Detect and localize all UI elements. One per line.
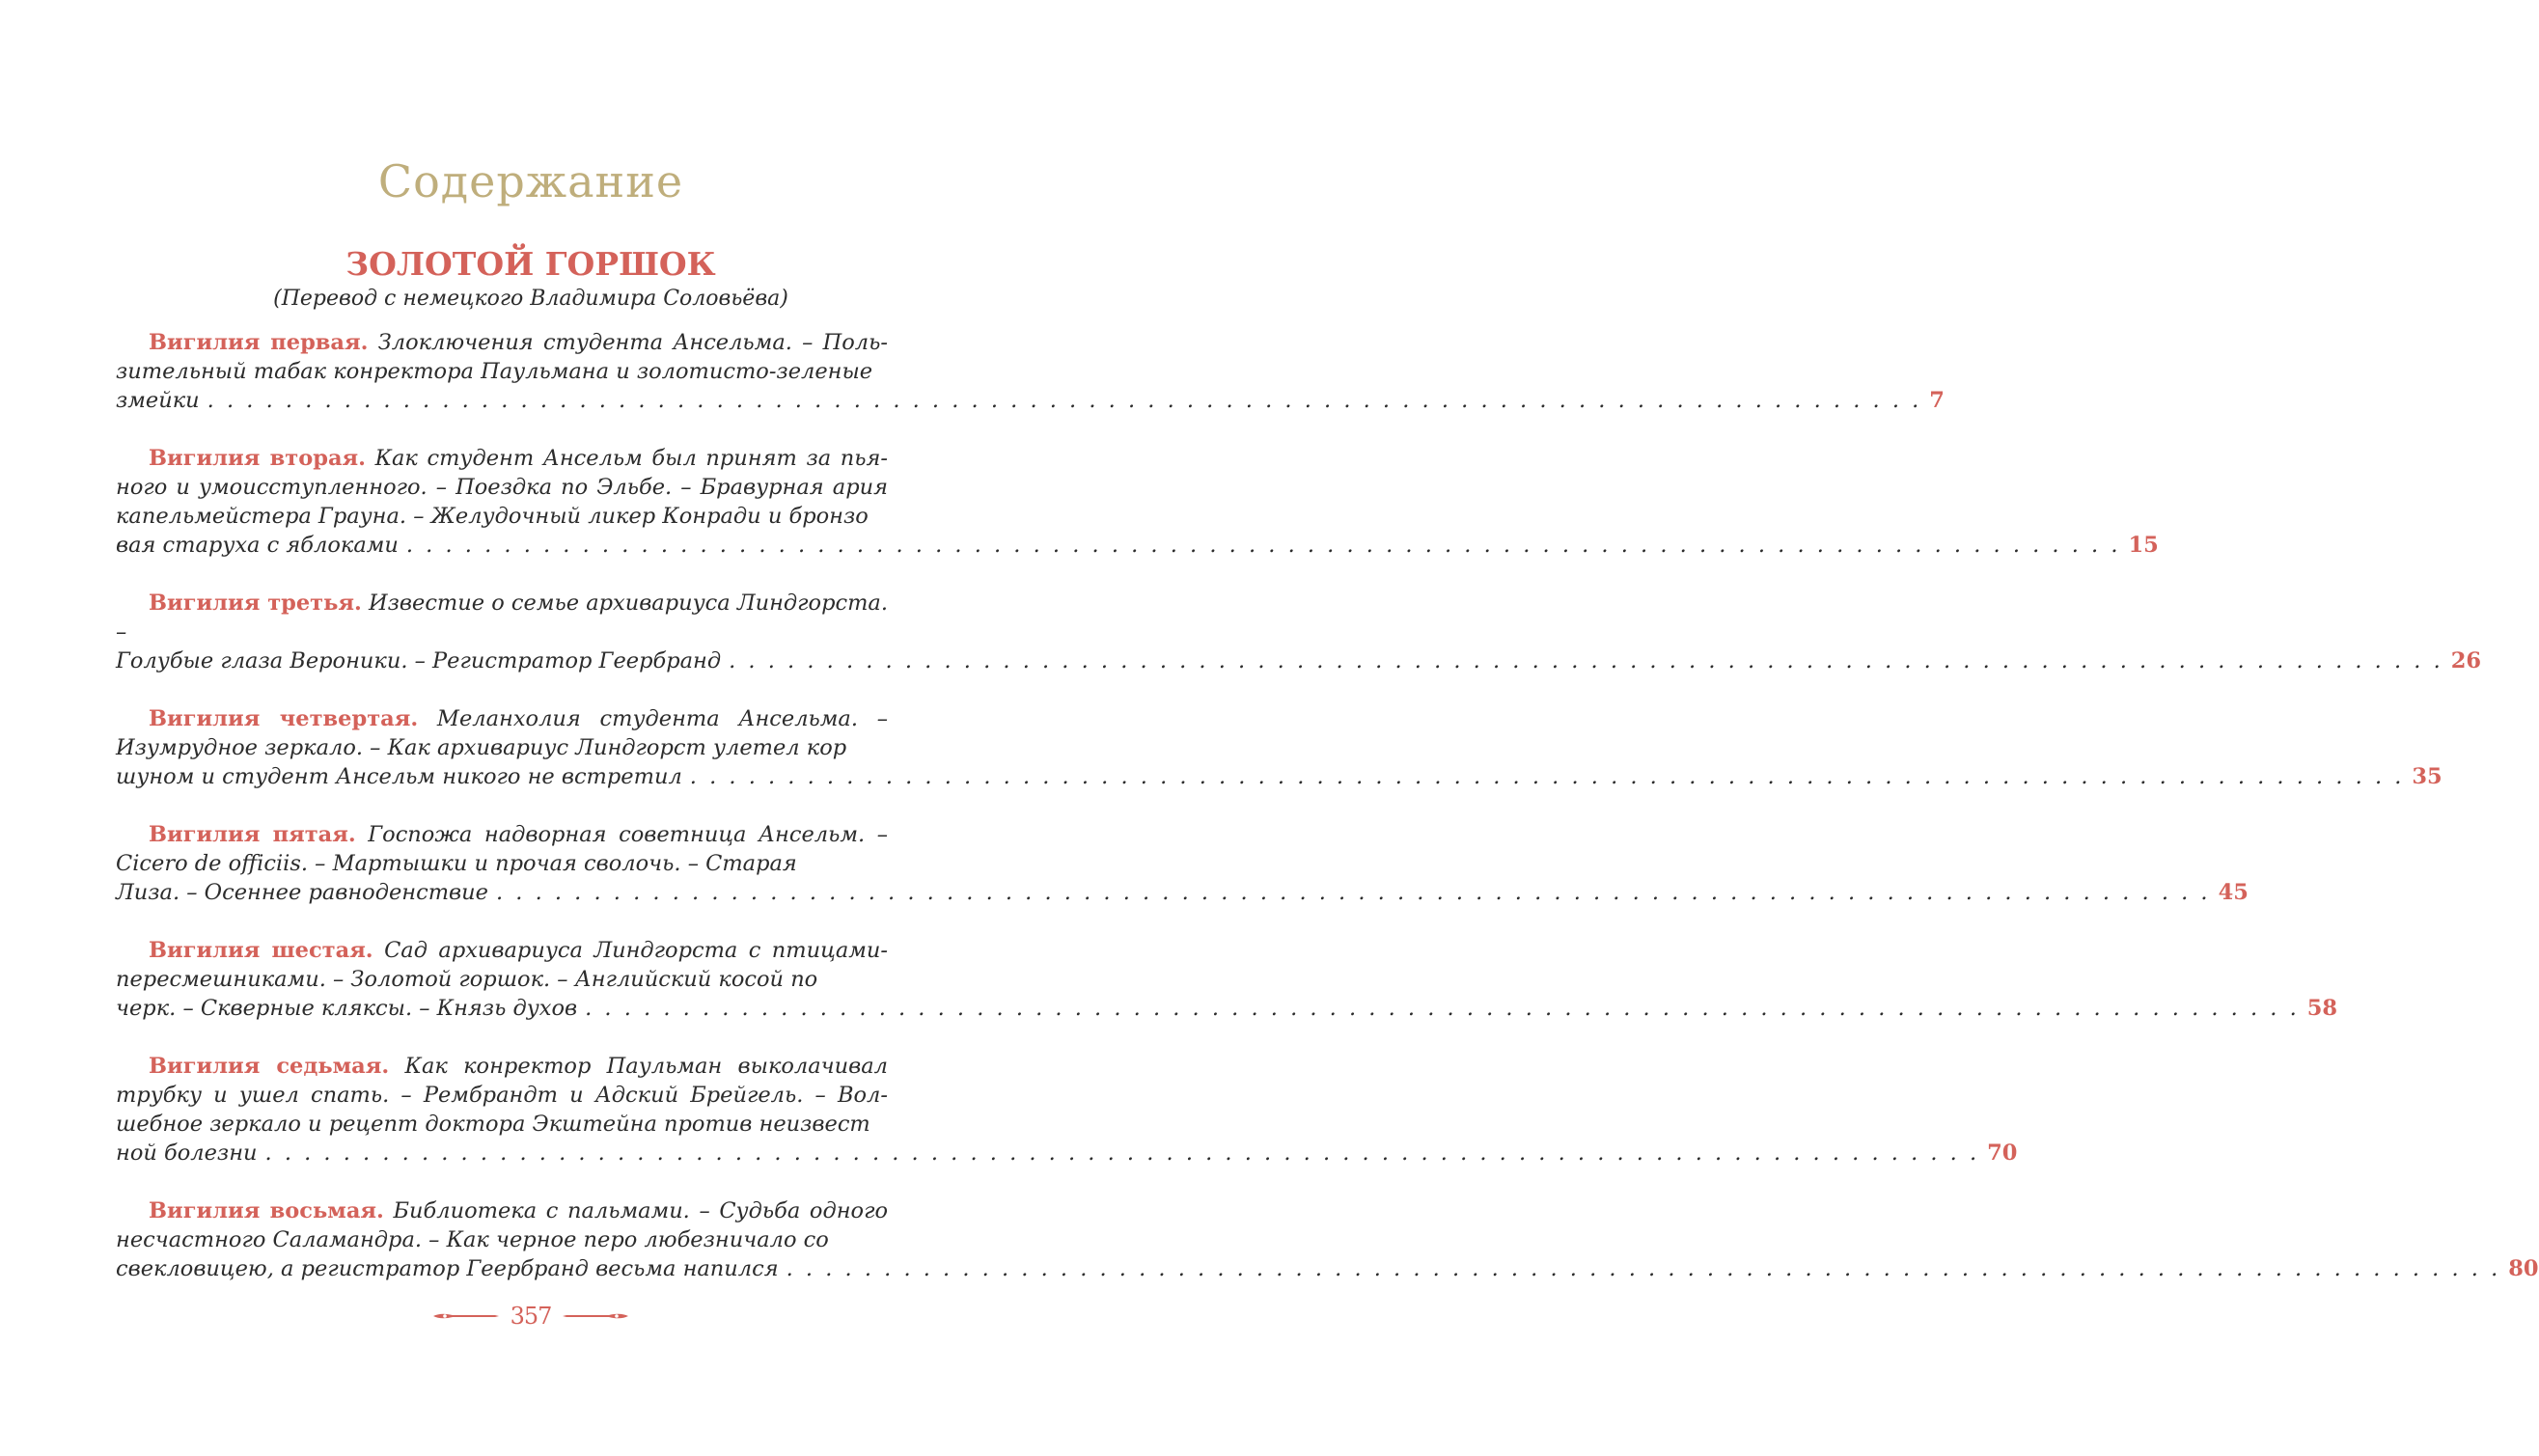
- page-number: 45: [2218, 880, 2249, 905]
- entry-label: Вигилия третья.: [149, 591, 362, 616]
- entry-label: Вигилия первая.: [149, 330, 369, 355]
- translator-note: (Перевод с немецкого Владимира Соловьёва): [273, 287, 788, 311]
- entry-text: Известие о семье архивариуса Линдгорста. –: [116, 591, 888, 645]
- entry-text: Как студент Ансельм был принят за пьяного и умоисступленного. – Поездка по Эльбе. – Бравурная ария капельмейстера Грауна. – Желудочный ликер Конради и бронзо: [116, 446, 888, 529]
- entry-text-last: змейки: [116, 388, 200, 413]
- entry-label: Вигилия седьмая.: [149, 1054, 390, 1079]
- folio-ornament-left-icon: [431, 1309, 501, 1323]
- dot-leader: . . . . . . . . . . . . . . . . . . . . . . . . . . . . . . . . . . . . . . . . . . . . . . . . . . . . . . . . . . . . . . . . . . . . . . . . . . . . . . . . . . . . . . . .: [264, 1140, 1980, 1166]
- entry-leader: [116, 646, 2482, 675]
- entry-label: Вигилия пятая.: [149, 822, 356, 847]
- entry-label: Вигилия восьмая.: [149, 1198, 384, 1223]
- entry-leader: [116, 531, 2159, 560]
- page-number: 35: [2412, 764, 2442, 789]
- entry-text: Сад архивариуса Линдгорста с птицами-пересмешниками. – Золотой горшок. – Английский косой по: [116, 938, 888, 992]
- toc-entry[interactable]: [116, 1196, 2539, 1283]
- page-number: 15: [2128, 533, 2159, 558]
- page-heading: Содержание: [377, 155, 684, 207]
- dot-leader: . . . . . . . . . . . . . . . . . . . . . . . . . . . . . . . . . . . . . . . . . . . . . . . . . . . . . . . . . . . . . . . . . . . . . . . . . . . . . . . . . . . . . . . .: [689, 764, 2405, 789]
- page-number: 70: [1987, 1140, 2018, 1166]
- entry-text: Библиотека с пальмами. – Судьба одного несчастного Саламандра. – Как черное перо любезничало со: [116, 1198, 888, 1252]
- toc-entry[interactable]: [116, 328, 1945, 415]
- entry-text: Госпожа надворная советница Ансельм. – Cicero de officiis. – Мартышки и прочая сволочь. – Старая: [116, 822, 888, 876]
- page-number-footer: 357: [510, 1303, 552, 1330]
- toc-entry[interactable]: [116, 1052, 2018, 1168]
- entry-text-last: Лиза. – Осеннее равноденствие: [116, 880, 488, 905]
- dot-leader: . . . . . . . . . . . . . . . . . . . . . . . . . . . . . . . . . . . . . . . . . . . . . . . . . . . . . . . . . . . . . . . . . . . . . . . . . . . . . . . . . . . . . . . .: [405, 533, 2121, 558]
- dot-leader: . . . . . . . . . . . . . . . . . . . . . . . . . . . . . . . . . . . . . . . . . . . . . . . . . . . . . . . . . . . . . . . . . . . . . . . . . . . . . . . . . . . . . . . .: [585, 996, 2300, 1021]
- entry-text-last: черк. – Скверные кляксы. – Князь духов: [116, 996, 578, 1021]
- entry-text-last: свекловицею, а регистратор Геербранд весьма напился: [116, 1256, 779, 1281]
- page-number: 58: [2306, 996, 2338, 1021]
- folio-ornament-right-icon: [561, 1309, 630, 1323]
- dot-leader: . . . . . . . . . . . . . . . . . . . . . . . . . . . . . . . . . . . . . . . . . . . . . . . . . . . . . . . . . . . . . . . . . . . . . . . . . . . . . . . . . . . . . . . .: [207, 388, 1922, 413]
- entry-leader: [116, 386, 1945, 415]
- page-number: 26: [2450, 648, 2482, 673]
- page-number: 80: [2508, 1256, 2539, 1281]
- dot-leader: . . . . . . . . . . . . . . . . . . . . . . . . . . . . . . . . . . . . . . . . . . . . . . . . . . . . . . . . . . . . . . . . . . . . . . . . . . . . . . . . . . . . . . . .: [729, 648, 2443, 673]
- entry-text-last: шуном и студент Ансельм никого не встретил: [116, 764, 682, 789]
- entry-text-last: ной болезни: [116, 1140, 258, 1166]
- toc-entry[interactable]: [116, 820, 2249, 907]
- entry-leader: [116, 762, 2442, 791]
- toc-entry[interactable]: [116, 589, 2482, 675]
- dot-leader: . . . . . . . . . . . . . . . . . . . . . . . . . . . . . . . . . . . . . . . . . . . . . . . . . . . . . . . . . . . . . . . . . . . . . . . . . . . . . . . . . . . . . . . .: [495, 880, 2211, 905]
- entry-label: Вигилия вторая.: [149, 446, 366, 471]
- entry-text: Меланхолия студента Ансельма. – Изумрудное зеркало. – Как архивариус Линдгорст улетел кор: [116, 706, 888, 760]
- entry-text-last: Голубые глаза Вероники. – Регистратор Геербранд: [116, 648, 722, 673]
- work-title: ЗОЛОТОЙ ГОРШОК: [345, 245, 716, 283]
- entry-label: Вигилия шестая.: [149, 938, 373, 963]
- entry-leader: [116, 994, 2338, 1023]
- entry-text: Злоключения студента Ансельма. – Пользительный табак конректора Паульмана и золотисто-зеленые: [116, 330, 888, 384]
- entry-text-last: вая старуха с яблоками: [116, 533, 399, 558]
- toc-entry[interactable]: [116, 704, 2442, 791]
- toc-entries: [116, 328, 2539, 1312]
- entry-text: Как конректор Паульман выколачивал трубку и ушел спать. – Рембрандт и Адский Брейгель. – Волшебное зеркало и рецепт доктора Экштейна против неизвест: [116, 1054, 888, 1137]
- entry-leader: [116, 878, 2249, 907]
- entry-leader: [116, 1254, 2539, 1283]
- toc-entry[interactable]: [116, 936, 2338, 1023]
- page-number: 7: [1929, 388, 1945, 413]
- entry-label: Вигилия четвертая.: [149, 706, 419, 731]
- toc-entry[interactable]: [116, 444, 2159, 560]
- page-folio: [0, 1303, 1062, 1330]
- entry-leader: [116, 1139, 2018, 1168]
- dot-leader: . . . . . . . . . . . . . . . . . . . . . . . . . . . . . . . . . . . . . . . . . . . . . . . . . . . . . . . . . . . . . . . . . . . . . . . . . . . . . . . . . . . . . . . .: [786, 1256, 2501, 1281]
